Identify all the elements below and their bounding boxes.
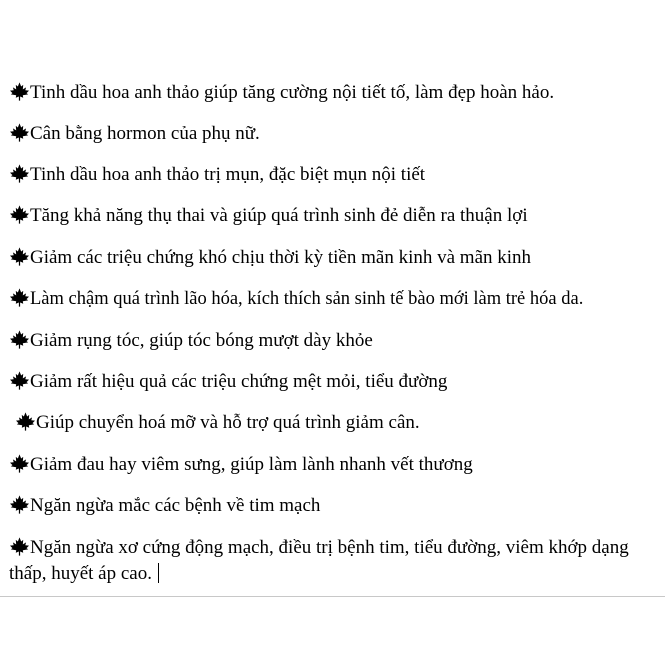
list-item: [9, 245, 659, 271]
list-item: [9, 493, 659, 519]
maple-leaf-icon: [9, 537, 30, 556]
maple-leaf-icon: [9, 371, 30, 390]
list-item: [9, 121, 659, 147]
list-item: [9, 328, 659, 354]
list-item-text: Cân bằng hormon của phụ nữ.: [30, 123, 260, 144]
list-item-text: Giảm các triệu chứng khó chịu thời kỳ tiền mãn kinh và mãn kinh: [30, 247, 532, 268]
list-item: [9, 369, 659, 395]
maple-leaf-icon: [9, 454, 30, 473]
maple-leaf-icon: [9, 82, 30, 101]
maple-leaf-icon: [9, 164, 30, 183]
list-item-text: Tinh dầu hoa anh thảo giúp tăng cường nội tiết tố, làm đẹp hoàn hảo.: [30, 82, 555, 103]
list-item: [9, 162, 659, 188]
maple-leaf-icon: [9, 288, 30, 307]
list-item[interactable]: [9, 535, 649, 587]
list-item-text: Ngăn ngừa mắc các bệnh về tim mạch: [30, 495, 321, 516]
list-item-text: Giảm đau hay viêm sưng, giúp làm lành nhanh vết thương: [30, 454, 473, 475]
list-item-text: Làm chậm quá trình lão hóa, kích thích sản sinh tế bào mới làm trẻ hóa da.: [30, 289, 584, 309]
list-item-text: Tăng khả năng thụ thai và giúp quá trình sinh đẻ diễn ra thuận lợi: [30, 205, 528, 226]
list-item: [9, 410, 665, 436]
list-item: [9, 286, 659, 312]
maple-leaf-icon: [9, 123, 30, 142]
list-item-text: Giảm rất hiệu quả các triệu chứng mệt mỏi, tiểu đường: [30, 371, 448, 392]
list-item-text: Ngăn ngừa xơ cứng động mạch, điều trị bệnh tim, tiểu đường, viêm khớp dạng thấp, huyết áp cao.: [9, 537, 629, 584]
list-item: [9, 203, 659, 229]
text-cursor: [158, 563, 159, 583]
maple-leaf-icon: [9, 205, 30, 224]
list-item-text: Giảm rụng tóc, giúp tóc bóng mượt dày khỏe: [30, 330, 373, 351]
maple-leaf-icon: [9, 247, 30, 266]
list-item: [9, 452, 659, 478]
list-item: [9, 80, 659, 106]
list-item-text: Tinh dầu hoa anh thảo trị mụn, đặc biệt mụn nội tiết: [30, 164, 426, 185]
maple-leaf-icon: [15, 412, 36, 431]
divider: [0, 596, 665, 597]
maple-leaf-icon: [9, 330, 30, 349]
maple-leaf-icon: [9, 495, 30, 514]
list-item-text: Giúp chuyển hoá mỡ và hỗ trợ quá trình giảm cân.: [36, 412, 420, 433]
